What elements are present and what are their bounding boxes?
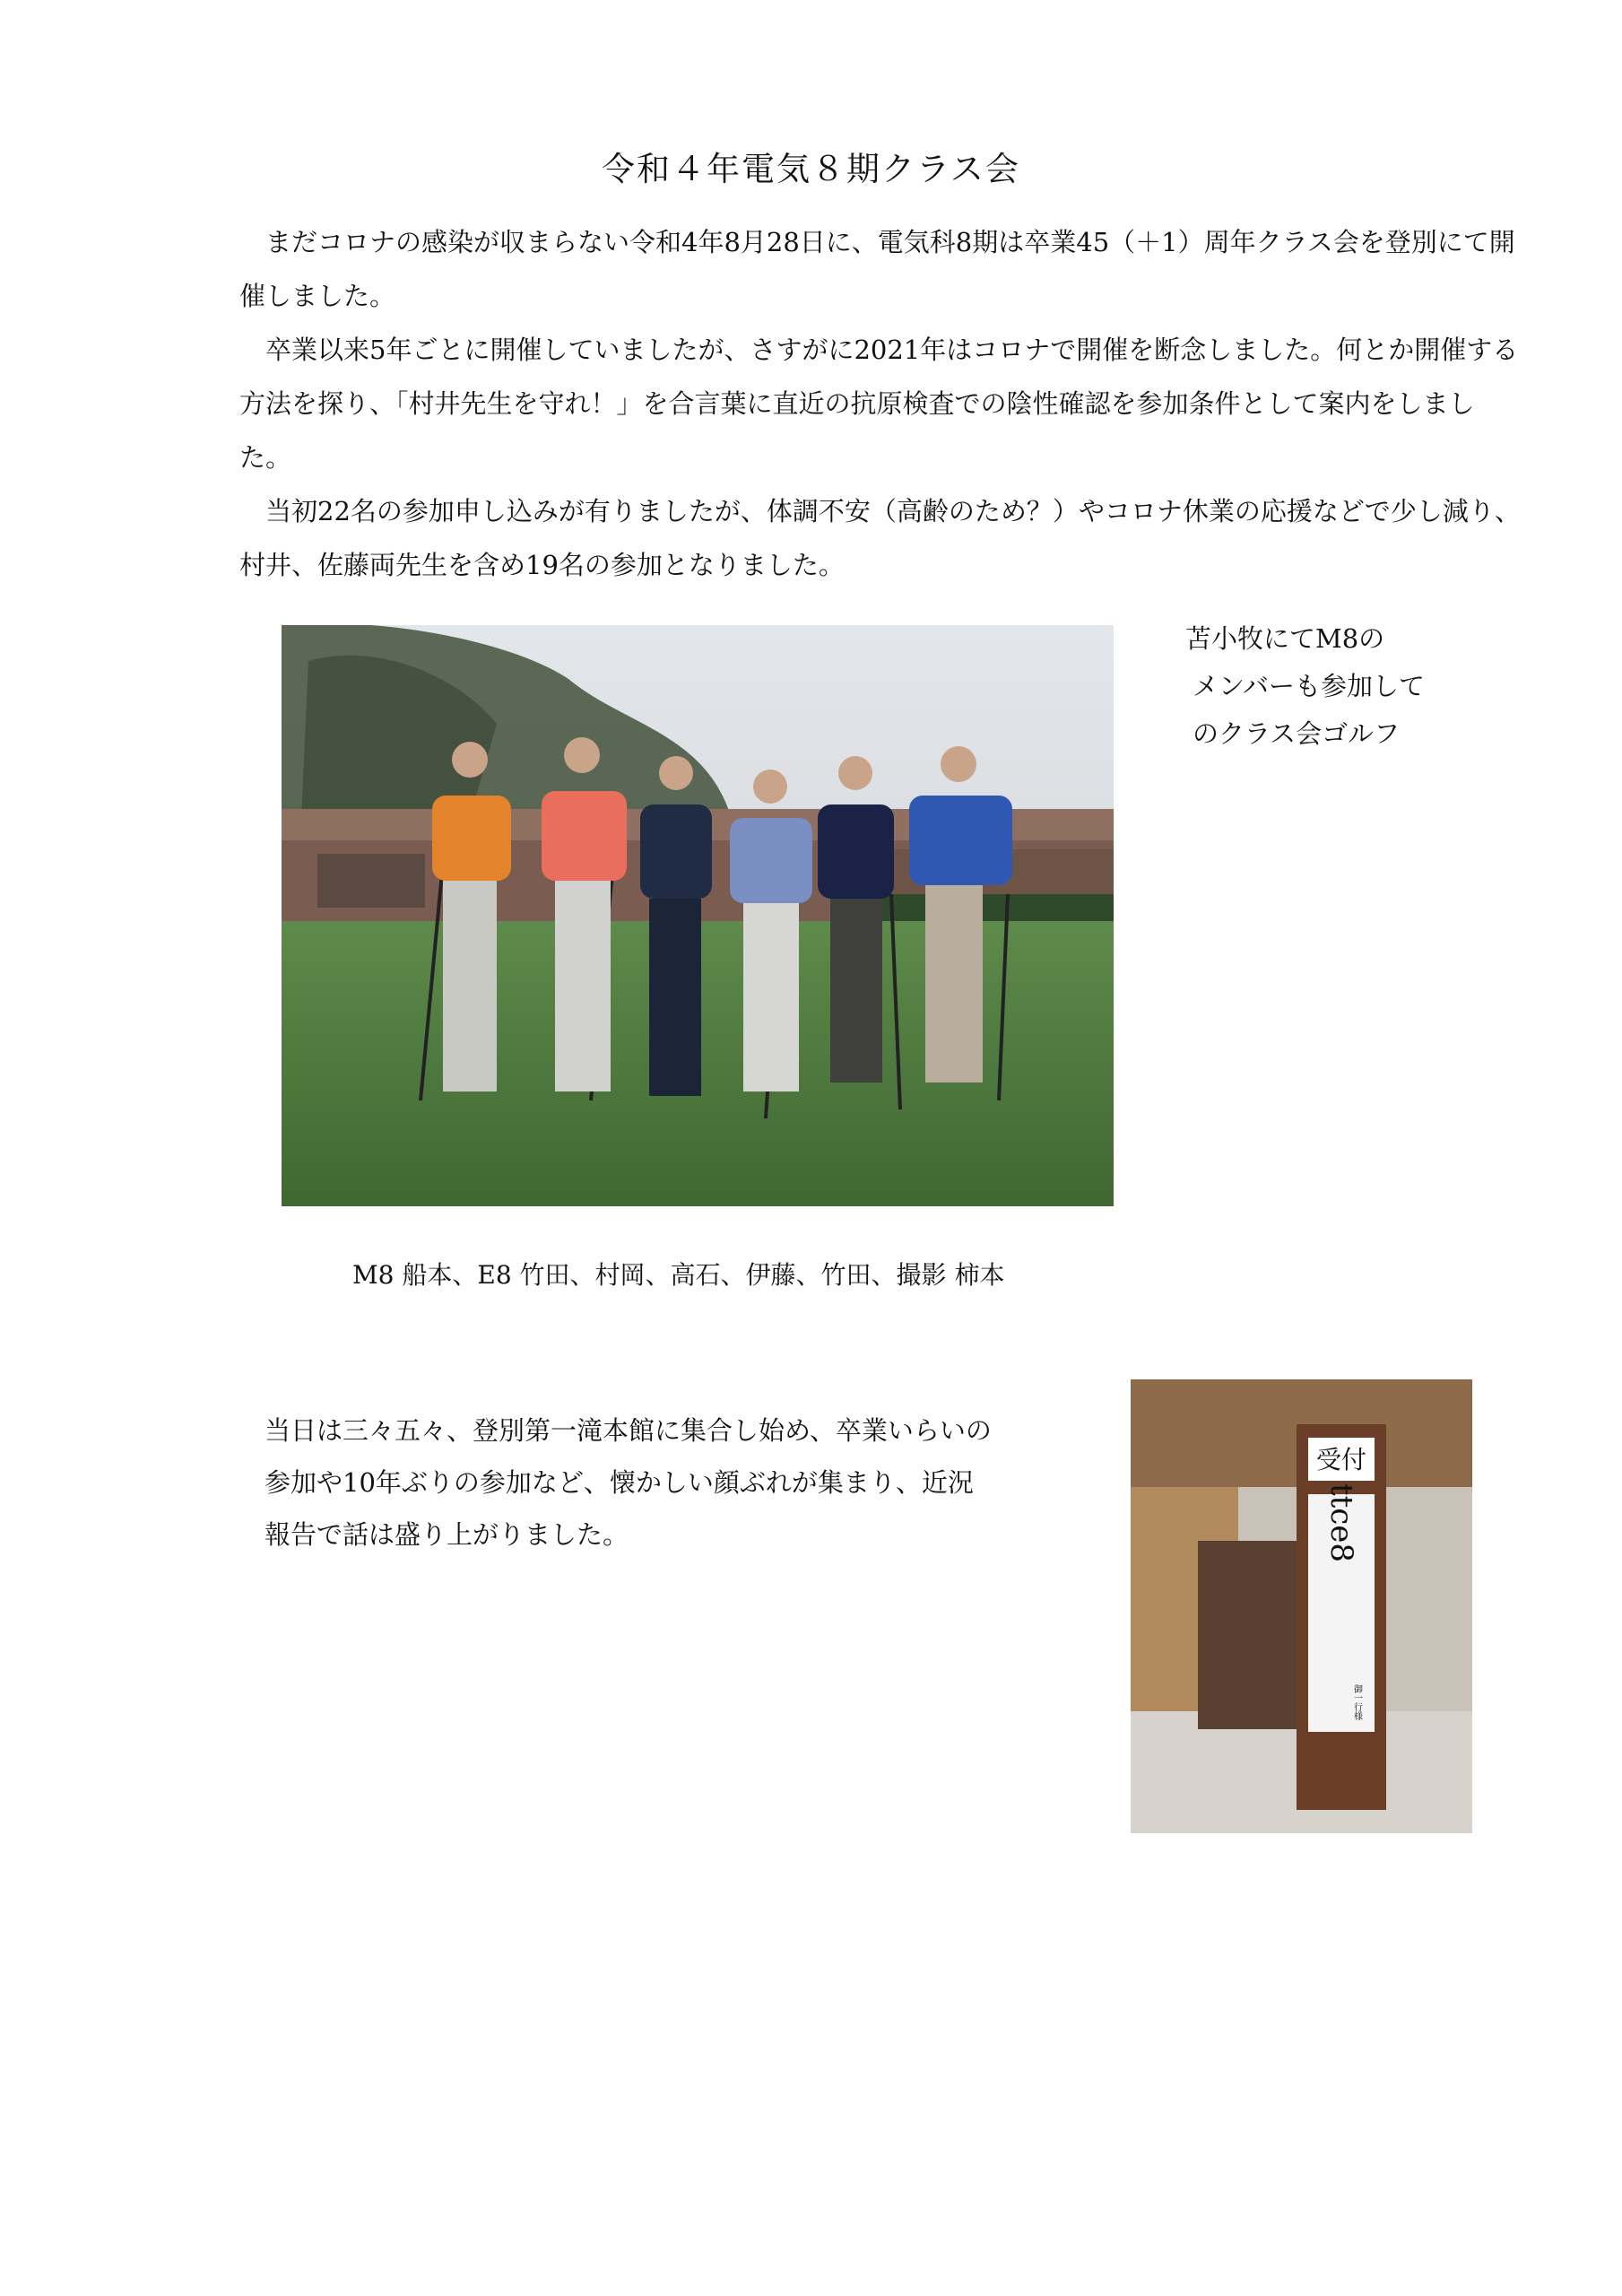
golf-photo-caption: M8 船本、E8 竹田、村岡、高石、伊藤、竹田、撮影 柿本 <box>352 1260 1005 1290</box>
intro-text <box>239 215 1522 592</box>
paragraph-2: 卒業以来5年ごとに開催していましたが、さすがに2021年はコロナで開催を断念しました。何とか開催する方法を探り、「村井先生を守れ！」を合言葉に直近の抗原検査での陰性確認を参加条件として案内をしました。 <box>239 335 1519 473</box>
reception-sign-photo <box>1131 1379 1472 1833</box>
reception-sign-header: 受付 <box>1315 1445 1367 1474</box>
paragraph-1: まだコロナの感染が収まらない令和4年8月28日に、電気科8期は卒業45（＋1）周年クラス会を登別にて開催しました。 <box>239 227 1515 311</box>
golf-group-photo <box>282 625 1114 1206</box>
paragraph-3: 当初22名の参加申し込みが有りましたが、体調不安（高齢のため？）やコロナ休業の応援などで少し減り、村井、佐藤両先生を含め19名の参加となりました。 <box>239 496 1521 580</box>
golf-side-caption: 苫小牧にてM8の メンバーも参加して のクラス会ゴルフ <box>1185 623 1425 749</box>
reunion-text: 当日は三々五々、登別第一滝本館に集合し始め、卒業いらいの 参加や10年ぶりの参加など、懐かしい顔ぶれが集まり、近況 報告で話は盛り上がりました。 <box>265 1415 992 1550</box>
document-title: 令和４年電気８期クラス会 <box>602 150 1020 188</box>
reception-sign-small: 御一行様 <box>1351 1684 1362 1720</box>
reception-sign-text: ttce8 <box>1323 1483 1359 1563</box>
